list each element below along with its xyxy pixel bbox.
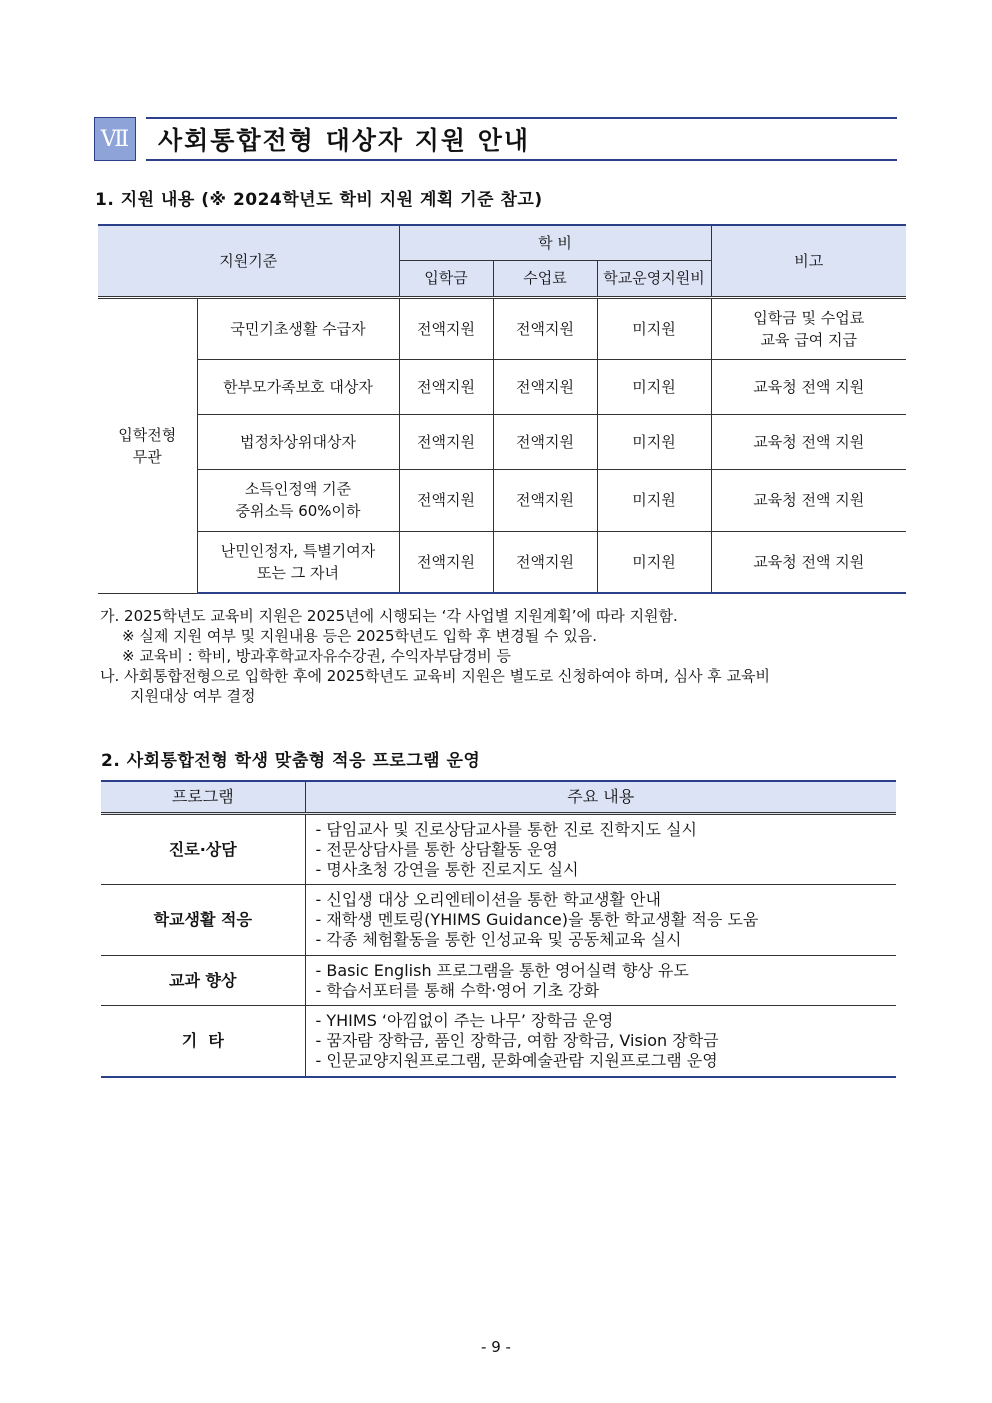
note-ga-sub2: ※ 교육비 : 학비, 방과후학교자유수강권, 수익자부담경비 등 xyxy=(122,647,512,665)
group-label: 입학전형 무관 xyxy=(98,297,197,593)
criteria-cell: 법정차상위대상자 xyxy=(197,414,399,469)
criteria-cell: 한부모가족보호 대상자 xyxy=(197,359,399,414)
entrance-cell: 전액지원 xyxy=(399,359,493,414)
note-ga-sub1: ※ 실제 지원 여부 및 지원내용 등은 2025학년도 입학 후 변경될 수 있음. xyxy=(122,627,597,645)
criteria-cell: 소득인정액 기준 중위소득 60%이하 xyxy=(197,469,399,531)
program-category: 기 타 xyxy=(101,1006,305,1077)
header-remarks: 비고 xyxy=(711,225,906,297)
class-fee-cell: 전액지원 xyxy=(493,469,597,531)
support-table xyxy=(98,224,906,594)
program-table xyxy=(101,780,896,1078)
remarks-cell: 교육청 전액 지원 xyxy=(711,469,906,531)
class-fee-cell: 전액지원 xyxy=(493,359,597,414)
operation-cell: 미지원 xyxy=(597,297,711,359)
class-fee-cell: 전액지원 xyxy=(493,531,597,593)
operation-cell: 미지원 xyxy=(597,414,711,469)
header-operation-fee: 학교운영지원비 xyxy=(597,260,711,297)
remarks-cell: 입학금 및 수업료 교육 급여 지급 xyxy=(711,297,906,359)
program-items: - 신입생 대상 오리엔테이션을 통한 학교생활 안내 - 재학생 멘토링(YHIMS Guidance)을 통한 학교생활 적응 도움 - 각종 체험활동을 통한 인성교육 및 공동체교육 실시 xyxy=(305,885,896,956)
header-class-fee: 수업료 xyxy=(493,260,597,297)
notes xyxy=(100,606,900,706)
program-items: - 담임교사 및 진로상담교사를 통한 진로 진학지도 실시 - 전문상담사를 통한 상담활동 운영 - 명사초청 강연을 통한 진로지도 실시 xyxy=(305,814,896,885)
program-items: - Basic English 프로그램을 통한 영어실력 향상 유도 - 학습서포터를 통해 수학·영어 기초 강화 xyxy=(305,956,896,1006)
class-fee-cell: 전액지원 xyxy=(493,297,597,359)
remarks-cell: 교육청 전액 지원 xyxy=(711,414,906,469)
note-na: 나. 사회통합전형으로 입학한 후에 2025학년도 교육비 지원은 별도로 신청하여야 하며, 심사 후 교육비 xyxy=(100,667,771,685)
operation-cell: 미지원 xyxy=(597,531,711,593)
section-header xyxy=(94,117,897,163)
heading-program: 2. 사회통합전형 학생 맞춤형 적응 프로그램 운영 xyxy=(101,751,481,771)
criteria-cell: 국민기초생활 수급자 xyxy=(197,297,399,359)
operation-cell: 미지원 xyxy=(597,469,711,531)
entrance-cell: 전액지원 xyxy=(399,297,493,359)
header-entrance-fee: 입학금 xyxy=(399,260,493,297)
page-number: - 9 - xyxy=(481,1338,511,1356)
entrance-cell: 전액지원 xyxy=(399,531,493,593)
program-items: - YHIMS ‘아낌없이 주는 나무’ 장학금 운영 - 꿈자람 장학금, 품인 장학금, 여함 장학금, Vision 장학금 - 인문교양지원프로그램, 문화예술관람 지원프로그램 운영 xyxy=(305,1006,896,1077)
entrance-cell: 전액지원 xyxy=(399,414,493,469)
operation-cell: 미지원 xyxy=(597,359,711,414)
program-category: 교과 향상 xyxy=(101,956,305,1006)
class-fee-cell: 전액지원 xyxy=(493,414,597,469)
section-title: 사회통합전형 대상자 지원 안내 xyxy=(158,126,531,155)
criteria-cell: 난민인정자, 특별기여자 또는 그 자녀 xyxy=(197,531,399,593)
remarks-cell: 교육청 전액 지원 xyxy=(711,359,906,414)
header-tuition: 학 비 xyxy=(399,225,711,260)
remarks-cell: 교육청 전액 지원 xyxy=(711,531,906,593)
heading-support-content: 1. 지원 내용 (※ 2024학년도 학비 지원 계획 기준 참고) xyxy=(95,190,543,210)
section-title-box xyxy=(146,117,897,161)
program-category: 학교생활 적응 xyxy=(101,885,305,956)
header-criteria: 지원기준 xyxy=(98,225,399,297)
header-content: 주요 내용 xyxy=(305,781,896,814)
section-number: Ⅶ xyxy=(94,117,136,161)
note-na-cont: 지원대상 여부 결정 xyxy=(130,687,256,705)
program-category: 진로·상담 xyxy=(101,814,305,885)
entrance-cell: 전액지원 xyxy=(399,469,493,531)
note-ga: 가. 2025학년도 교육비 지원은 2025년에 시행되는 ‘각 사업별 지원계획’에 따라 지원함. xyxy=(100,607,678,625)
header-program: 프로그램 xyxy=(101,781,305,814)
